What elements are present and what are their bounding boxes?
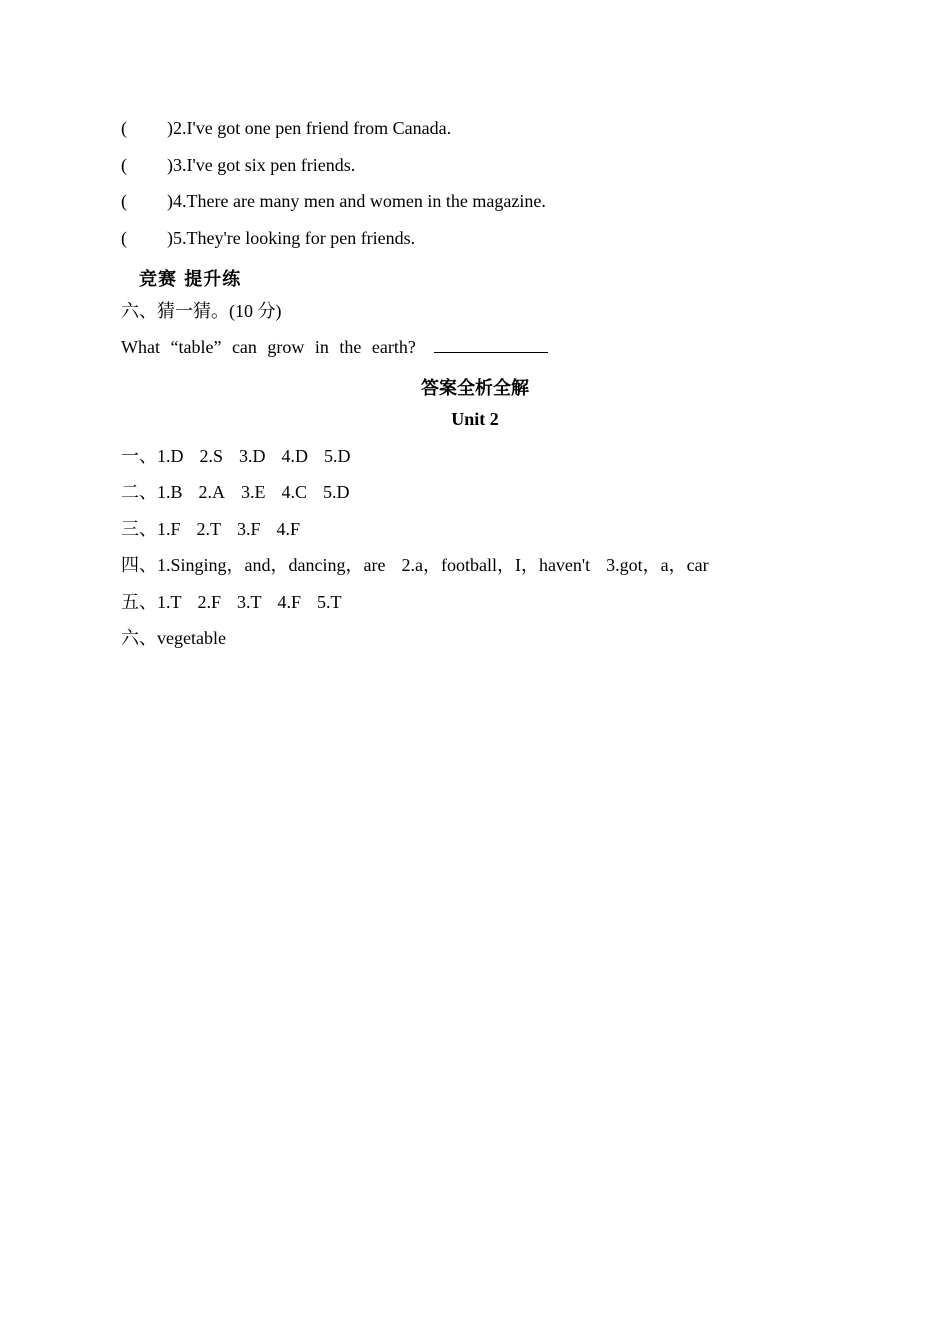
judge-item xyxy=(121,117,451,139)
section6-title: 六、猜一猜。(10 分) xyxy=(121,301,282,321)
answer-row-label: 一、 xyxy=(121,446,157,466)
answer-item: 5.T xyxy=(317,592,342,612)
answer-item: 1.F xyxy=(157,519,181,539)
answer-paren-close: ) xyxy=(167,191,173,211)
answer-row xyxy=(121,481,366,503)
answer-paren-close: ) xyxy=(167,118,173,138)
answer-paren-open: ( xyxy=(121,191,127,211)
answer-item: 5.D xyxy=(324,446,351,466)
answer-row xyxy=(121,627,226,649)
answers-heading: 答案全析全解 xyxy=(421,378,529,399)
answer-row xyxy=(121,554,725,576)
judge-item-text: 5.They're looking for pen friends. xyxy=(173,228,416,248)
judge-item xyxy=(121,190,546,212)
answer-item: 4.F xyxy=(276,519,301,539)
answer-item: 3.E xyxy=(241,482,266,502)
judge-item-text: 4.There are many men and women in the magazine. xyxy=(173,191,546,211)
answer-item: 1.B xyxy=(157,482,183,502)
answer-item: 3.T xyxy=(237,592,262,612)
judge-item xyxy=(121,154,355,176)
answer-item: 1.T xyxy=(157,592,182,612)
answer-item: 5.D xyxy=(323,482,350,502)
competition-heading: 竞赛 提升练 xyxy=(139,269,242,290)
answer-item: 2.a，football，I，haven't xyxy=(401,555,591,575)
judge-item-text: 3.I've got six pen friends. xyxy=(173,155,356,175)
answer-row xyxy=(121,445,367,467)
answer-item: 2.F xyxy=(197,592,222,612)
answer-item: 2.T xyxy=(196,519,222,539)
answer-paren-close: ) xyxy=(167,228,173,248)
answer-item: 3.got，a，car xyxy=(606,555,709,575)
answer-row-label: 三、 xyxy=(121,519,157,539)
answer-item: 2.A xyxy=(198,482,226,502)
answer-item: 3.F xyxy=(237,519,261,539)
riddle-question: What “table” can grow in the earth? xyxy=(121,337,416,357)
answer-item: 1.D xyxy=(157,446,184,466)
unit-label: Unit 2 xyxy=(451,409,499,429)
answer-item: 4.D xyxy=(281,446,309,466)
answer-row-label: 二、 xyxy=(121,482,157,502)
answer-row-label: 四、 xyxy=(121,555,157,575)
answer-row xyxy=(121,518,316,540)
answer-item: 2.S xyxy=(199,446,224,466)
answer-paren-open: ( xyxy=(121,228,127,248)
riddle-line xyxy=(121,336,548,358)
answer-item: 3.D xyxy=(239,446,266,466)
answer-row xyxy=(121,591,358,613)
judge-item-text: 2.I've got one pen friend from Canada. xyxy=(173,118,452,138)
answer-blank[interactable] xyxy=(434,336,548,353)
answer-item: 1.Singing，and，dancing，are xyxy=(157,555,386,575)
answer-paren-close: ) xyxy=(167,155,173,175)
judge-item xyxy=(121,227,415,249)
answer-item: 4.F xyxy=(277,592,302,612)
answer-paren-open: ( xyxy=(121,118,127,138)
answer-item: vegetable xyxy=(157,628,226,648)
answer-paren-open: ( xyxy=(121,155,127,175)
answer-row-label: 六、 xyxy=(121,628,157,648)
answer-row-label: 五、 xyxy=(121,592,157,612)
answer-item: 4.C xyxy=(281,482,308,502)
